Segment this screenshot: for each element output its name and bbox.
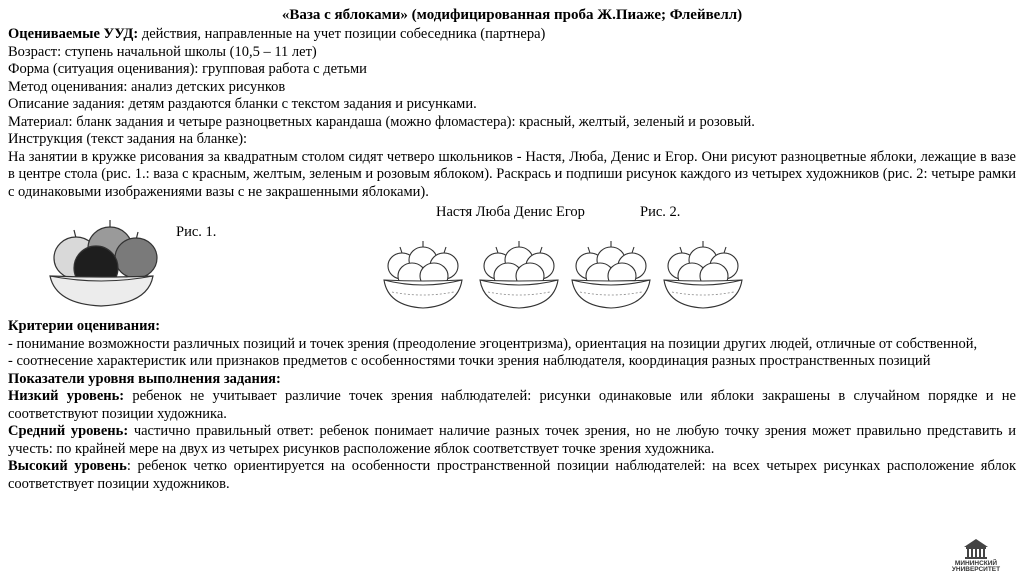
uud-text: действия, направленные на учет позиции собеседника (партнера) bbox=[138, 26, 546, 42]
figure-2-vase-3 bbox=[568, 236, 654, 312]
criteria-label: Критерии оценивания: bbox=[8, 318, 161, 334]
document-title: «Ваза с яблоками» (модифицированная проба Ж.Пиаже; Флейвелл) bbox=[281, 7, 743, 23]
uud-label: Оцениваемые УУД: bbox=[8, 26, 139, 42]
high-level-text: : ребенок четко ориентируется на особенности пространственной позиции наблюдателей: на всех четырех рисунках расположение яблок соответствует позиции художников. bbox=[8, 458, 1016, 492]
high-level bbox=[8, 458, 1016, 493]
high-level-label: Высокий уровень bbox=[8, 458, 127, 474]
low-level-label: Низкий уровень: bbox=[8, 388, 125, 404]
figure-2-vase-1 bbox=[380, 236, 466, 312]
material-line: Материал: бланк задания и четыре разноцветных карандаша (можно фломастера): красный, желтый, зеленый и розовый. bbox=[8, 113, 755, 130]
uud-line bbox=[8, 26, 1016, 44]
figure-2-vase-4 bbox=[660, 236, 746, 312]
figures-row bbox=[8, 204, 1016, 316]
figure-1-caption: Рис. 1. bbox=[176, 224, 217, 240]
instruction-label: Инструкция (текст задания на бланке): bbox=[8, 131, 248, 147]
mid-level-label: Средний уровень: bbox=[8, 423, 129, 439]
criteria-item-1: - понимание возможности различных позиций и точек зрения (преодоление эгоцентризма), ориентация на позиции других людей, отличные от собственной, bbox=[8, 335, 978, 352]
mid-level bbox=[8, 423, 1016, 458]
age-line: Возраст: ступень начальной школы (10,5 – 11 лет) bbox=[8, 43, 317, 60]
figure-1-colored-vase bbox=[44, 212, 159, 308]
instruction-text: На занятии в кружке рисования за квадратным столом сидят четверо школьников - Настя, Люба, Денис и Егор. Они рисуют разноцветные яблоки, лежащие в вазе в центре стола (рис. 1.: ваза с красным, желтым, зеленым и розовым яблоком). Раскрась и подпиши рисунок каждого из четырех художников (рис. 2: четыре рамки с одинаковыми изображениями вазы с не закрашенными яблоками). bbox=[8, 148, 1016, 200]
levels-label: Показатели уровня выполнения задания: bbox=[8, 370, 281, 387]
mid-level-text: частично правильный ответ: ребенок понимает наличие разных точек зрения, но не любую точку зрения может правильно представить и учесть: по крайней мере на двух из четырех рисунков расположение яблок соответствует точке зрения художника. bbox=[8, 423, 1017, 457]
low-level bbox=[8, 388, 1016, 423]
description-line: Описание задания: детям раздаются бланки с текстом задания и рисунками. bbox=[8, 96, 477, 112]
logo-line-1: МИНИНСКИЙ bbox=[954, 560, 998, 567]
low-level-text: ребенок не учитывает различие точек зрения наблюдателей: рисунки одинаковые или яблоки закрашены в случайном порядке и не соответствуют позиции художника. bbox=[8, 388, 1016, 422]
apple-dark-gray bbox=[115, 238, 157, 278]
figure-2-caption: Рис. 2. bbox=[640, 204, 681, 220]
building-icon bbox=[964, 539, 988, 559]
university-logo bbox=[934, 537, 1018, 573]
form-line: Форма (ситуация оценивания): групповая работа с детьми bbox=[8, 61, 367, 77]
document-page bbox=[8, 6, 1016, 493]
figure-2-vase-2 bbox=[476, 236, 562, 312]
logo-line-2: УНИВЕРСИТЕТ bbox=[951, 566, 1001, 573]
method-line: Метод оценивания: анализ детских рисунков bbox=[8, 78, 286, 95]
criteria-item-2: - соотнесение характеристик или признаков предметов с особенностями точки зрения наблюдателя, координация разных пространственных позиций bbox=[8, 353, 931, 369]
artist-names: Настя Люба Денис Егор bbox=[436, 204, 585, 220]
